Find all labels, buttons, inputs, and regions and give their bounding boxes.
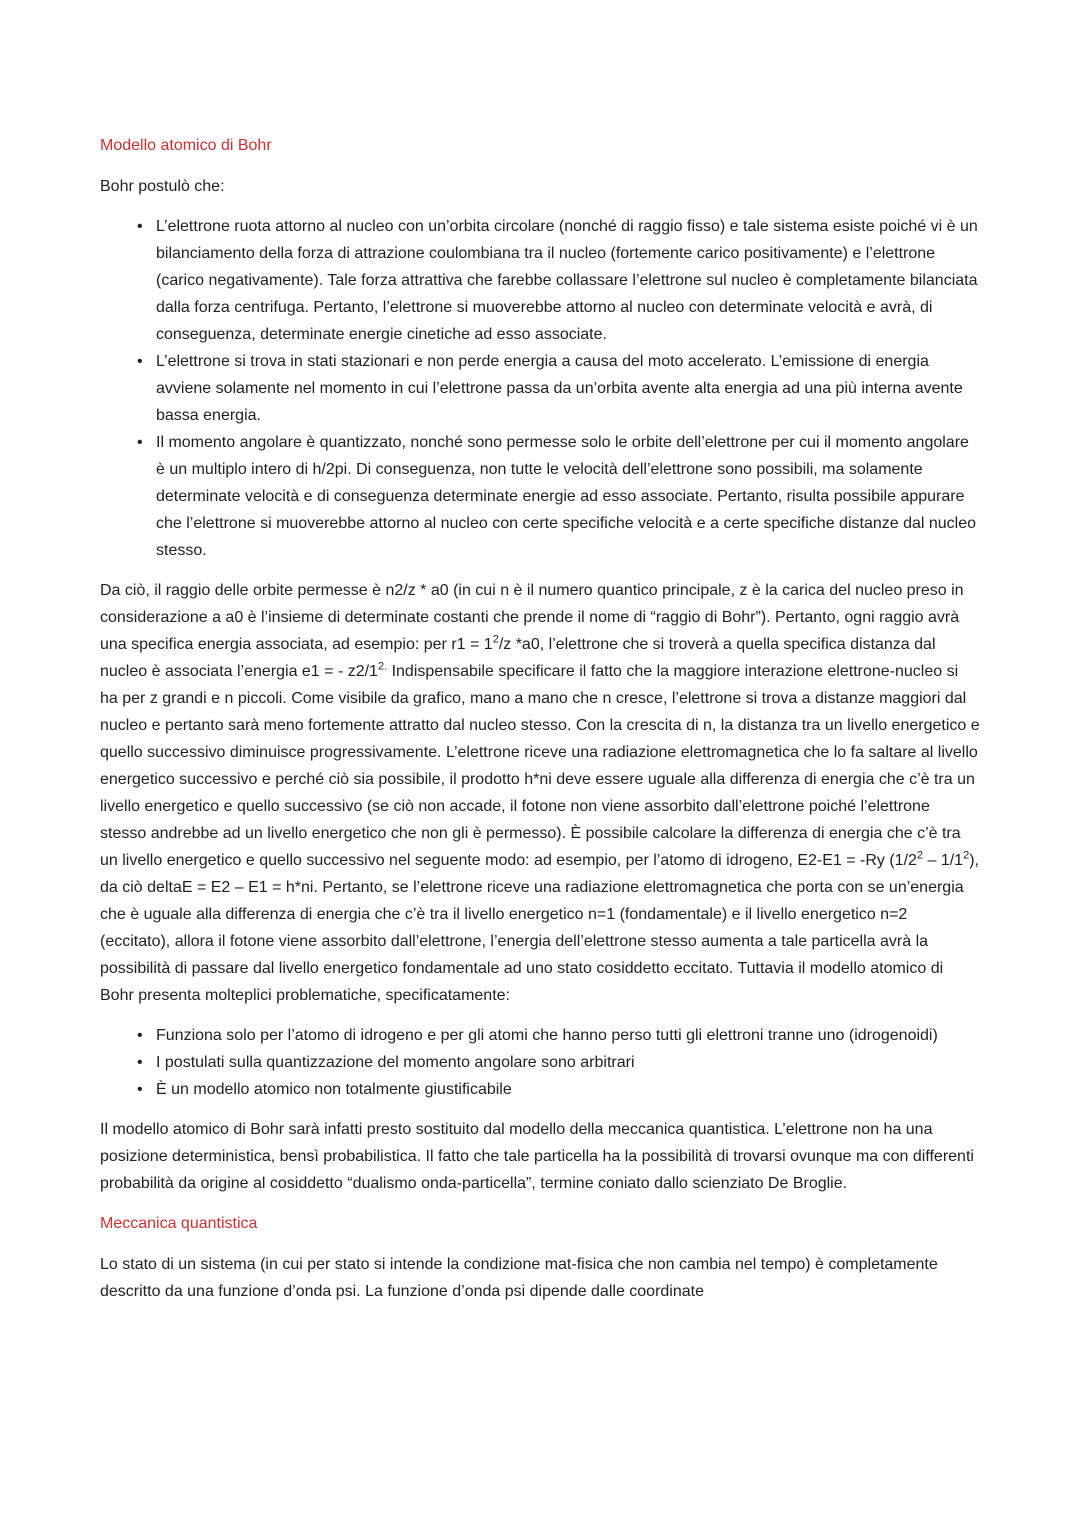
postulate-text: L’elettrone ruota attorno al nucleo con un’orbita circolare (nonché di raggio fisso) e tale sistema esiste poiché vi è un bilanciamento della forza di attrazione coulombiana tra il nucleo (fortemente carico positivamente) e l’elettrone (carico negativamente). Tale forza attrattiva che farebbe collassare l’elettrone sul nucleo è completamente bilanciata dalla forza centrifuga. Pertanto, l’elettrone si muoverebbe attorno al nucleo con determinate velocità e avrà, di conseguenza, determinate energie cinetiche ad esso associate.	[156, 218, 978, 343]
list-item	[100, 213, 980, 348]
paragraph-wavefunction: Lo stato di un sistema (in cui per stato si intende la condizione mat-fisica che non cambia nel tempo) è completamente descritto da una funzione d’onda psi. La funzione d’onda psi dipende dalle coordinate	[100, 1256, 938, 1300]
paragraph-quantum-transition: Il modello atomico di Bohr sarà infatti presto sostituito dal modello della meccanica quantistica. L’elettrone non ha una posizione deterministica, bensì probabilistica. Il fatto che tale particella ha la possibilità di trovarsi ovunque ma con differenti probabilità da origine al cosiddetto “dualismo onda-particella”, termine coniato dallo scienziato De Broglie.	[100, 1121, 974, 1192]
bullet-icon: •	[137, 218, 143, 235]
list-item	[100, 429, 980, 564]
intro-line: Bohr postulò che:	[100, 178, 225, 195]
problem-text: Funziona solo per l’atomo di idrogeno e per gli atomi che hanno perso tutti gli elettroni tranne uno (idrogenoidi)	[156, 1027, 938, 1044]
section-heading-bohr-model: Modello atomico di Bohr	[100, 137, 272, 154]
bullet-icon: •	[137, 434, 143, 451]
bullet-icon: •	[137, 353, 143, 370]
problem-text: È un modello atomico non totalmente giustificabile	[156, 1081, 512, 1098]
bohr-problems-list	[100, 1022, 980, 1103]
list-item	[100, 1076, 980, 1103]
postulate-text: Il momento angolare è quantizzato, nonché sono permesse solo le orbite dell’elettrone per cui il momento angolare è un multiplo intero di h/2pi. Di conseguenza, non tutte le velocità dell’elettrone sono possibili, ma solamente determinate velocità e di conseguenza determinate energie ad esso associate. Pertanto, risulta possibile appurare che l’elettrone si muoverebbe attorno al nucleo con certe specifiche velocità e a certe specifiche distanze dal nucleo stesso.	[156, 434, 977, 559]
list-item	[100, 1049, 980, 1076]
bullet-icon: •	[137, 1027, 143, 1044]
bullet-icon: •	[137, 1054, 143, 1071]
bohr-postulates-list	[100, 213, 980, 564]
paragraph-orbit-radius-energy: Da ciò, il raggio delle orbite permesse è n2/z * a0 (in cui n è il numero quantico principale, z è la carica del nucleo preso in considerazione a a0 è l’insieme di determinate costanti che prende il nome di “raggio di Bohr”). Pertanto, ogni raggio avrà una specifica energia associata, ad esempio: per $r1 = 1^2/z$ *a0, l’elettrone che si troverà a quella specifica distanza dal nucleo è associata l’energia e1 = - $z2/1^{2.}$ Indispensabile specificare il fatto che la maggiore interazione elettrone-nucleo si ha per z grandi e n piccoli. Come visibile da grafico, mano a mano che n cresce, l’elettrone si trova a distanze maggiori dal nucleo e pertanto sarà meno fortemente attratto dal nucleo stesso. Con la crescita di n, la distanza tra un livello energetico e quello successivo diminuisce progressivamente. L’elettrone riceve una radiazione elettromagnetica che lo fa saltare al livello energetico successivo e perché ciò sia possibile, il prodotto h*ni deve essere uguale alla differenza di energia che c’è tra un livello energetico e quello successivo (se ciò non accade, il fotone non viene assorbito dall’elettrone poiché l’elettrone stesso andrebbe ad un livello energetico che non gli è permesso). È possibile calcolare la differenza di energia che c’è tra un livello energetico e quello successivo nel seguente modo: ad esempio, per l’atomo di idrogeno, E2-E1 = -Ry $(1/2^2 - 1/1^2)$, da ciò deltaE = E2 – E1 = h*ni. Pertanto, se l’elettrone riceve una radiazione elettromagnetica che porta con se un’energia che è uguale alla differenza di energia che c’è tra il livello energetico n=1 (fondamentale) e il livello energetico n=2 (eccitato), allora il fotone viene assorbito dall’elettrone, l’energia dell’elettrone stesso aumenta a tale particella avrà la possibilità di passare dal livello energetico fondamentale ad uno stato cosiddetto eccitato. Tuttavia il modello atomico di Bohr presenta molteplici problematiche, specificatamente:	[100, 582, 980, 1004]
list-item	[100, 348, 980, 429]
list-item	[100, 1022, 980, 1049]
problem-text: I postulati sulla quantizzazione del momento angolare sono arbitrari	[156, 1054, 635, 1071]
postulate-text: L’elettrone si trova in stati stazionari e non perde energia a causa del moto accelerato. L’emissione di energia avviene solamente nel momento in cui l’elettrone passa da un’orbita avente alta energia ad una più interna avente bassa energia.	[156, 353, 963, 424]
section-heading-quantum-mechanics: Meccanica quantistica	[100, 1215, 258, 1232]
bullet-icon: •	[137, 1081, 143, 1098]
